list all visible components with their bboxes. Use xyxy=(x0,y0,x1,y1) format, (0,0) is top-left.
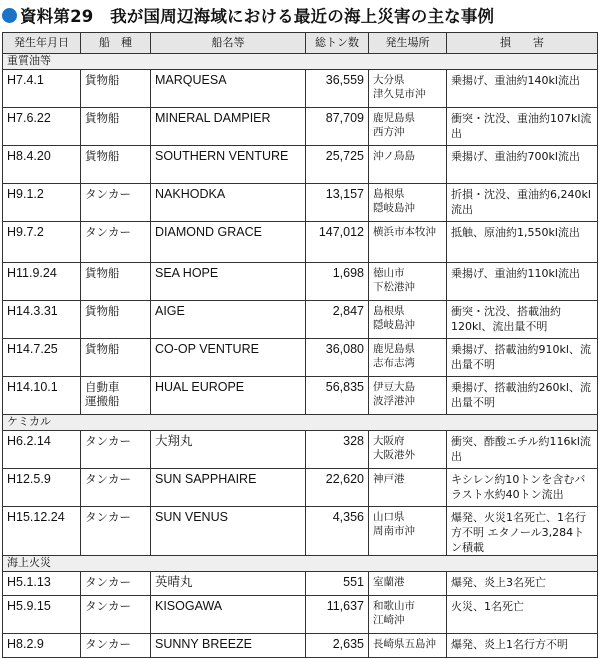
cell-ship-name: SUN VENUS xyxy=(151,507,306,556)
cell-damage: 乗揚げ、搭載油約260kl、流出量不明 xyxy=(447,377,598,415)
cell-ship-name: MARQUESA xyxy=(151,70,306,108)
cell-place: 室蘭港 xyxy=(369,572,447,596)
cell-tonnage: 25,725 xyxy=(306,146,369,184)
cell-damage: 乗揚げ、搭載油約910kl、流出量不明 xyxy=(447,339,598,377)
cell-ship-type: タンカー xyxy=(81,184,151,222)
cell-place: 徳山市 下松港沖 xyxy=(369,263,447,301)
table-row xyxy=(3,634,598,658)
cell-ship-type: タンカー xyxy=(81,634,151,658)
section-label: 重質油等 xyxy=(3,54,598,70)
cell-damage: キシレン約10トンを含むバラスト水約40トン流出 xyxy=(447,469,598,507)
cell-ship-name: SUNNY BREEZE xyxy=(151,634,306,658)
col-header-type: 船 種 xyxy=(81,33,151,54)
table-row xyxy=(3,146,598,184)
cell-tonnage: 13,157 xyxy=(306,184,369,222)
col-header-tons: 総トン数 xyxy=(306,33,369,54)
cell-date: H8.4.20 xyxy=(3,146,81,184)
cell-place: 鹿児島県 志布志湾 xyxy=(369,339,447,377)
cell-date: H11.9.24 xyxy=(3,263,81,301)
cell-date: H5.9.15 xyxy=(3,596,81,634)
section-row xyxy=(3,556,598,572)
cell-ship-type: 貨物船 xyxy=(81,339,151,377)
cell-place: 長崎県五島沖 xyxy=(369,634,447,658)
table-row xyxy=(3,301,598,339)
cell-date: H14.10.1 xyxy=(3,377,81,415)
cell-date: H14.7.25 xyxy=(3,339,81,377)
cell-damage: 爆発、炎上1名行方不明 xyxy=(447,634,598,658)
cell-tonnage: 22,620 xyxy=(306,469,369,507)
cell-damage: 衝突、酢酸エチル約116kl流出 xyxy=(447,431,598,469)
cell-ship-type: 貨物船 xyxy=(81,301,151,339)
cell-tonnage: 1,698 xyxy=(306,263,369,301)
cell-place: 沖ノ鳥島 xyxy=(369,146,447,184)
cell-tonnage: 2,635 xyxy=(306,634,369,658)
col-header-name: 船名等 xyxy=(151,33,306,54)
cell-ship-name: CO-OP VENTURE xyxy=(151,339,306,377)
cell-damage: 乗揚げ、重油約110kl流出 xyxy=(447,263,598,301)
cell-ship-type: タンカー xyxy=(81,222,151,263)
page-title xyxy=(2,2,494,28)
cell-tonnage: 36,080 xyxy=(306,339,369,377)
table-row xyxy=(3,377,598,415)
cell-damage: 折損・沈没、重油約6,240kl流出 xyxy=(447,184,598,222)
cell-ship-name: 英晴丸 xyxy=(151,572,306,596)
table-row xyxy=(3,572,598,596)
cell-ship-type: 貨物船 xyxy=(81,70,151,108)
cell-damage: 火災、1名死亡 xyxy=(447,596,598,634)
section-row xyxy=(3,415,598,431)
cell-date: H6.2.14 xyxy=(3,431,81,469)
cell-place: 大分県 津久見市沖 xyxy=(369,70,447,108)
cell-ship-type: タンカー xyxy=(81,596,151,634)
cell-ship-type: タンカー xyxy=(81,431,151,469)
table-header xyxy=(3,33,598,54)
cell-damage: 乗揚げ、重油約700kl流出 xyxy=(447,146,598,184)
cell-place: 和歌山市 江崎沖 xyxy=(369,596,447,634)
cell-damage: 衝突・沈没、重油約107kl流出 xyxy=(447,108,598,146)
cell-ship-name: NAKHODKA xyxy=(151,184,306,222)
table-row xyxy=(3,222,598,263)
cell-date: H5.1.13 xyxy=(3,572,81,596)
table-row xyxy=(3,70,598,108)
cell-ship-name: AIGE xyxy=(151,301,306,339)
cell-date: H9.7.2 xyxy=(3,222,81,263)
incident-table xyxy=(2,32,598,658)
cell-ship-name: KISOGAWA xyxy=(151,596,306,634)
cell-place: 島根県 隠岐島沖 xyxy=(369,184,447,222)
cell-tonnage: 551 xyxy=(306,572,369,596)
table-row xyxy=(3,507,598,556)
table-row xyxy=(3,596,598,634)
cell-place: 伊豆大島 波浮港沖 xyxy=(369,377,447,415)
cell-tonnage: 147,012 xyxy=(306,222,369,263)
cell-date: H7.6.22 xyxy=(3,108,81,146)
cell-damage: 乗揚げ、重油約140kl流出 xyxy=(447,70,598,108)
cell-tonnage: 11,637 xyxy=(306,596,369,634)
col-header-place: 発生場所 xyxy=(369,33,447,54)
cell-ship-type: タンカー xyxy=(81,572,151,596)
cell-date: H8.2.9 xyxy=(3,634,81,658)
col-header-date: 発生年月日 xyxy=(3,33,81,54)
table-body xyxy=(3,54,598,658)
cell-place: 島根県 隠岐島沖 xyxy=(369,301,447,339)
cell-date: H12.5.9 xyxy=(3,469,81,507)
cell-ship-name: SUN SAPPHAIRE xyxy=(151,469,306,507)
cell-ship-name: DIAMOND GRACE xyxy=(151,222,306,263)
cell-place: 大阪府 大阪港外 xyxy=(369,431,447,469)
cell-place: 横浜市本牧沖 xyxy=(369,222,447,263)
col-header-damage: 損 害 xyxy=(447,33,598,54)
page-title-text: 資料第29 我が国周辺海域における最近の海上災害の主な事例 xyxy=(20,7,495,26)
section-row xyxy=(3,54,598,70)
cell-ship-type: タンカー xyxy=(81,507,151,556)
cell-ship-name: SOUTHERN VENTURE xyxy=(151,146,306,184)
cell-place: 鹿児島県 西方沖 xyxy=(369,108,447,146)
cell-tonnage: 4,356 xyxy=(306,507,369,556)
cell-damage: 衝突・沈没、搭載油約120kl、流出量不明 xyxy=(447,301,598,339)
cell-ship-type: タンカー xyxy=(81,469,151,507)
cell-ship-name: SEA HOPE xyxy=(151,263,306,301)
bullet-icon xyxy=(2,8,17,23)
cell-place: 神戸港 xyxy=(369,469,447,507)
cell-date: H14.3.31 xyxy=(3,301,81,339)
cell-date: H7.4.1 xyxy=(3,70,81,108)
cell-date: H9.1.2 xyxy=(3,184,81,222)
cell-damage: 爆発、火災1名死亡、1名行方不明 エタノール3,284トン積載 xyxy=(447,507,598,556)
section-label: ケミカル xyxy=(3,415,598,431)
cell-ship-type: 自動車 運搬船 xyxy=(81,377,151,415)
cell-tonnage: 56,835 xyxy=(306,377,369,415)
cell-damage: 爆発、炎上3名死亡 xyxy=(447,572,598,596)
section-label: 海上火災 xyxy=(3,556,598,572)
cell-date: H15.12.24 xyxy=(3,507,81,556)
table-row xyxy=(3,469,598,507)
cell-ship-type: 貨物船 xyxy=(81,263,151,301)
table-row xyxy=(3,184,598,222)
table-row xyxy=(3,108,598,146)
cell-damage: 抵触、原油約1,550kl流出 xyxy=(447,222,598,263)
cell-ship-name: 大翔丸 xyxy=(151,431,306,469)
cell-ship-name: HUAL EUROPE xyxy=(151,377,306,415)
table-row xyxy=(3,339,598,377)
cell-tonnage: 87,709 xyxy=(306,108,369,146)
cell-ship-type: 貨物船 xyxy=(81,146,151,184)
table-row xyxy=(3,263,598,301)
cell-ship-name: MINERAL DAMPIER xyxy=(151,108,306,146)
cell-tonnage: 36,559 xyxy=(306,70,369,108)
table-row xyxy=(3,431,598,469)
cell-tonnage: 328 xyxy=(306,431,369,469)
cell-place: 山口県 周南市沖 xyxy=(369,507,447,556)
cell-ship-type: 貨物船 xyxy=(81,108,151,146)
cell-tonnage: 2,847 xyxy=(306,301,369,339)
